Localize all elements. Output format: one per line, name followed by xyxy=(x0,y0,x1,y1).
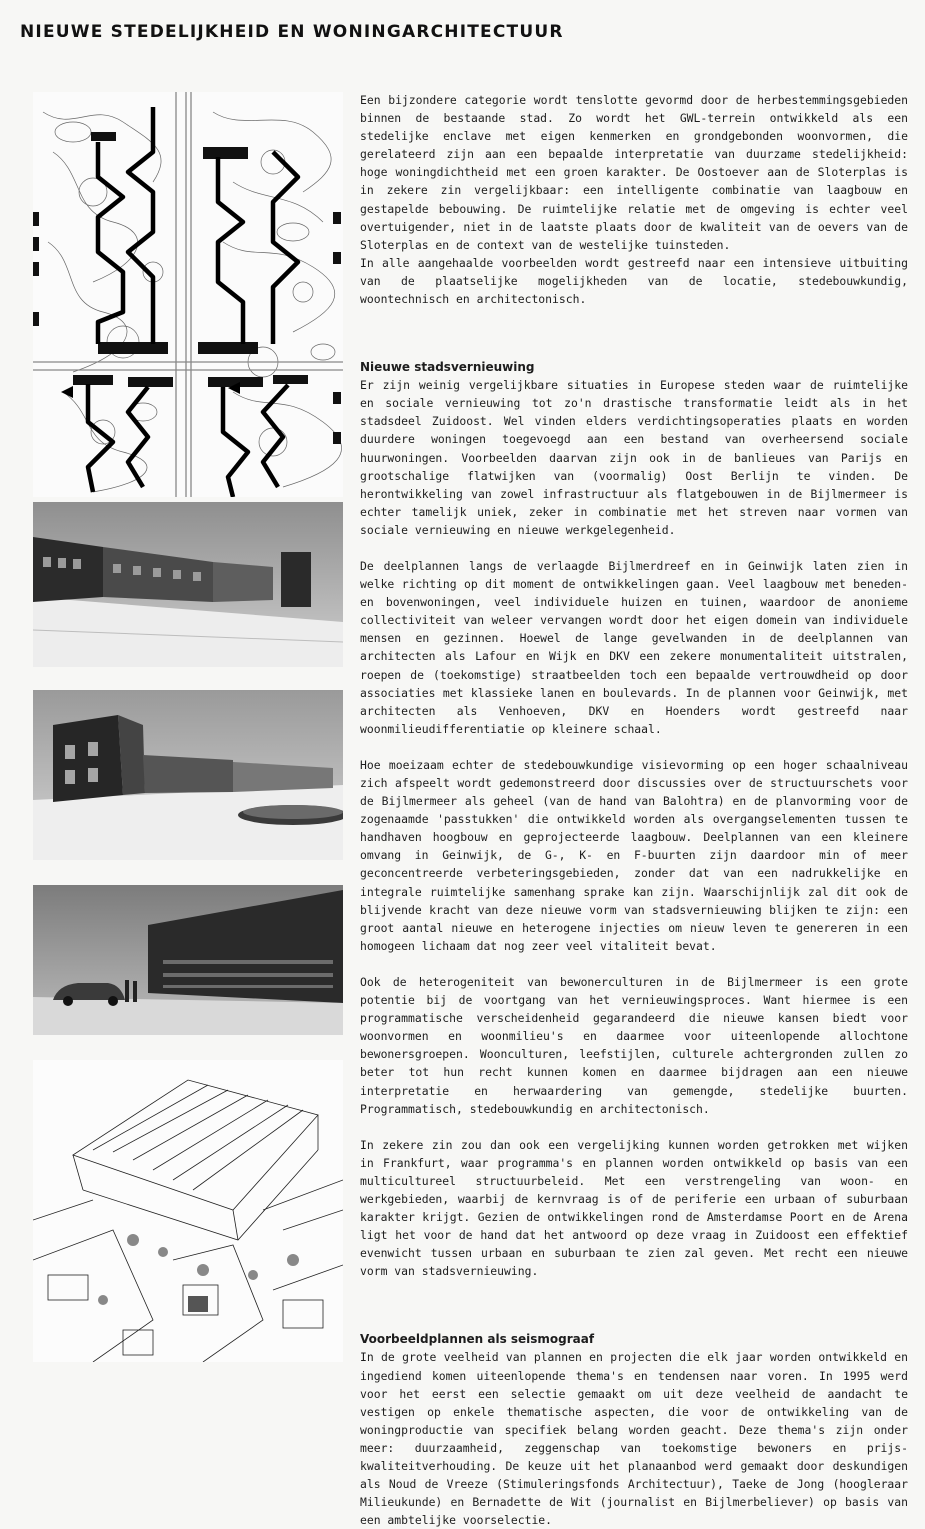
body-paragraph: In de grote veelheid van plannen en projecten die elk jaar worden ontwikkeld en ingediend komen uiteenlopende thema's en tendensen naar voren. In 1995 werd voor het eerst een selectie gemaakt om uit deze veelheid de aandacht te vestigen op enkele thematische aspecten, die voor de ontwikkeling van de woningproductie van specifiek belang worden geacht. Deze thema's zijn onder meer: duurzaamheid, zeggenschap van toekomstige bewoners en prijs-kwaliteitverhouding. De keuze uit het planaanbod werd gemaakt door deskundigen als Noud de Vreeze (Stimuleringsfonds Architectuur), Taeke de Jong (hoogleraar Milieukunde) en Bernadette de Wit (journalist en Bijlmerbeliever) op basis van een ambtelijke voorselectie. xyxy=(360,1350,908,1528)
article-text xyxy=(360,91,908,1529)
intro-paragraph: In alle aangehaalde voorbeelden wordt gestreefd naar een intensieve uitbuiting van de plaatselijke mogelijkheden van de locatie, stedebouwkundig, woontechnisch en architectonisch. xyxy=(360,255,908,307)
body-paragraph: Er zijn weinig vergelijkbare situaties in Europese steden waar de ruimtelijke en sociale vernieuwing tot zo'n drastische transformatie leidt als in het stadsdeel Zuidoost. Wel vinden elders verdichtingsoperaties plaats en worden duurdere woningen toegevoegd aan een bestand van overheersend sociale huurwoningen. Voorbeelden daarvan zijn ook in de banlieues van Parijs en grootschalige flatwijken van (voormalig) Oost Berlijn te vinden. De herontwikkeling van zowel infrastructuur als flatgebouwen in de Bijlmermeer is echter tamelijk uniek, zeker in combinatie met het streven naar vormen van sociale vernieuwing en nieuwe werkgelegenheid. xyxy=(360,378,908,537)
section-heading: Nieuwe stadsvernieuwing xyxy=(360,360,535,375)
site-plan-figure xyxy=(33,92,343,497)
body-paragraph: Ook de heterogeniteit van bewonerculturen in de Bijlmermeer is een grote potentie bij de voortgang van het vernieuwingsproces. Want hiermee is een programmatische verscheidenheid gegarandeerd die nieuwe kansen biedt voor woonvormen en woonmilieu's en daarmee voor uiteenlopende allochtone bewonersgroepen. Woonculturen, leefstijlen, culturele achtergronden zullen zo beter tot hun recht kunnen komen en daarmee bijdragen aan een nieuwe interpretatie en herwaardering van gemengde, stedelijke buurten. Programmatisch, stedebouwkundig en architectonisch. xyxy=(360,974,908,1116)
body-paragraph: In zekere zin zou dan ook een vergelijking kunnen worden getrokken met wijken in Frankfurt, waar programma's en plannen worden ontwikkeld op basis van een multicultureel structuurbeleid. Met een verstrengeling van woon- en werkgebieden, waarbij de kernvraag is of de periferie een urbaan of suburbaan karakter krijgt. Gezien de ontwikkelingen rond de Amsterdamse Poort en de Arena ligt het voor de hand dat het antwoord op deze vraag in Zuidoost een effektief evenwicht tussen urbaan en suburbaan te zien zal geven. Met recht een nieuwe vorm van stadsvernieuwing. xyxy=(360,1137,908,1279)
photo-geinwijk-corner xyxy=(33,690,343,860)
page-title: NIEUWE STEDELIJKHEID EN WONINGARCHITECTUUR xyxy=(20,22,564,42)
photo-bijlmerdreef-facade xyxy=(33,502,343,667)
body-paragraph: De deelplannen langs de verlaagde Bijlmerdreef en in Geinwijk laten zien in welke richting op dit moment de ontwikkelingen gaan. Veel laagbouw met beneden- en bovenwoningen, veel individuele huizen en tuinen, waardoor de anonieme collectiviteit van weleer vervangen wordt door het eigen domein van individuele mensen en gezinnen. Hoewel de lange gevelwanden in de deelplannen van architecten als Lafour en Wijk en DKV een zekere monumentaliteit uitstralen, roepen de (toekomstige) straatbeelden toch een bepaalde vertrouwdheid op door associaties met klassieke lanen en boulevards. In de plannen voor Geinwijk, met architecten als Venhoeven, DKV en Hoenders wordt gestreefd naar woonmilieudifferentiatie op kleinere schaal. xyxy=(360,558,908,736)
body-paragraph: Hoe moeizaam echter de stedebouwkundige visievorming op een hoger schaalniveau zich afspeelt wordt gedemonstreerd door discussies over de structuurschets voor de Bijlmermeer als geheel (van de hand van Balohtra) en de planvorming voor de zogenaamde 'passtukken' die ontwikkeld worden als overgangselementen tussen te handhaven hoogbouw en geprojecteerde laagbouw. Deelplannen van een kleinere omvang in Geinwijk, de G-, K- en F-buurten zijn daardoor min of meer geconcentreerde verbeteringsgebieden, zonder dat van een nadrukkelijke en integrale ruimtelijke samenhang sprake kan zijn. Waarschijnlijk zal dit ook de blijvende kracht van deze nieuwe vorm van stadsvernieuwing blijken te zijn: een groot aantal nieuwe en heterogene injecties om nieuw leven te genereren in een homogeen lichaam dat nog zeer veel vitaliteit bevat. xyxy=(360,757,908,953)
intro-paragraph: Een bijzondere categorie wordt tenslotte gevormd door de herbestemmingsgebieden binnen de bestaande stad. Zo wordt het GWL-terrein ontwikkeld als een stedelijke enclave met eigen kenmerken en grondgebonden woonvormen, die gerelateerd zijn aan een bepaalde interpretatie van duurzame stedelijkheid: hoge woningdichtheid met een groen karakter. De Oostoever aan de Sloterplas is in zekere zin vergelijkbaar: een intelligente combinatie van laagbouw en gestapelde bebouwing. De ruimtelijke relatie met de omgeving is echter veel overtuigender, niet in de laatste plaats door de kwaliteit van de oevers van de Sloterplas en de context van de westelijke tuinsteden. xyxy=(360,93,908,252)
photo-long-facade xyxy=(33,885,343,1035)
section-heading: Voorbeeldplannen als seismograaf xyxy=(360,1332,595,1347)
drawing-arena-perspective xyxy=(33,1060,343,1362)
